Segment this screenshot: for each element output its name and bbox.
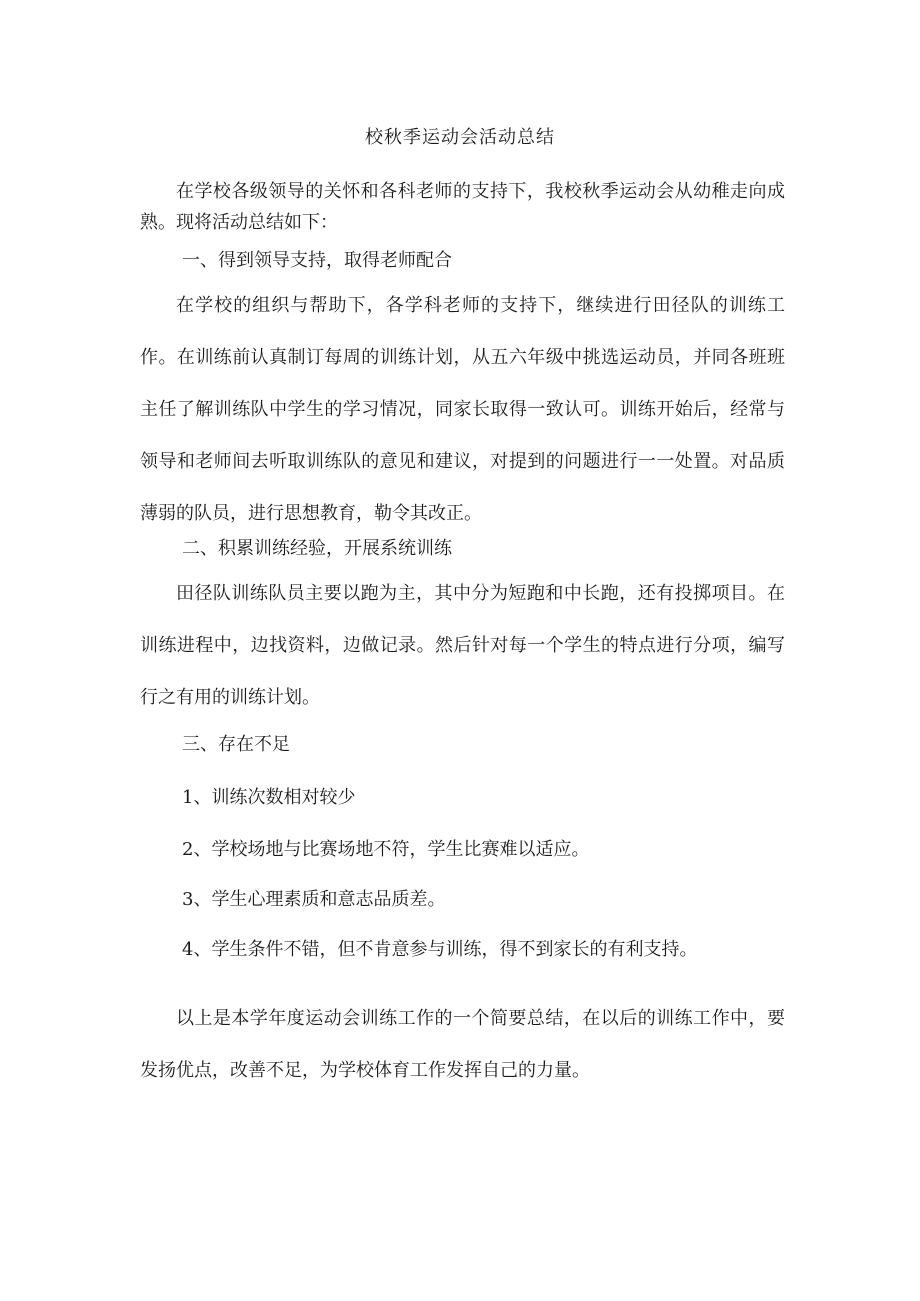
list-item-3: 3、学生心理素质和意志品质差。 bbox=[182, 889, 446, 910]
section-2-body: 田径队训练队员主要以跑为主，其中分为短跑和中长跑，还有投掷项目。在训练进程中，边找资料，边做记录。然后针对每一个学生的特点进行分项，编写行之有用的训练计划。 bbox=[140, 583, 785, 708]
list-item-4: 4、学生条件不错，但不肯意参与训练，得不到家长的有利支持。 bbox=[182, 939, 698, 960]
list-item-2: 2、学校场地与比赛场地不符，学生比赛难以适应。 bbox=[182, 839, 590, 860]
document-title: 校秋季运动会活动总结 bbox=[365, 127, 555, 148]
intro-paragraph: 在学校各级领导的关怀和各科老师的支持下，我校秋季运动会从幼稚走向成熟。现将活动总结如下： bbox=[140, 181, 785, 233]
section-3-heading: 三、存在不足 bbox=[182, 734, 290, 755]
section-2-heading: 二、积累训练经验，开展系统训练 bbox=[182, 538, 452, 559]
section-1-heading: 一、得到领导支持，取得老师配合 bbox=[182, 250, 452, 271]
conclusion-paragraph: 以上是本学年度运动会训练工作的一个简要总结，在以后的训练工作中，要发扬优点，改善不足，为学校体育工作发挥自己的力量。 bbox=[140, 1008, 785, 1081]
section-1-body: 在学校的组织与帮助下，各学科老师的支持下，继续进行田径队的训练工作。在训练前认真制订每周的训练计划，从五六年级中挑选运动员，并同各班班主任了解训练队中学生的学习情况，同家长取得一致认可。训练开始后，经常与领导和老师间去听取训练队的意见和建议，对提到的问题进行一一处置。对品质薄弱的队员，进行思想教育，勒令其改正。 bbox=[140, 295, 785, 524]
list-item-1: 1、训练次数相对较少 bbox=[182, 787, 356, 808]
